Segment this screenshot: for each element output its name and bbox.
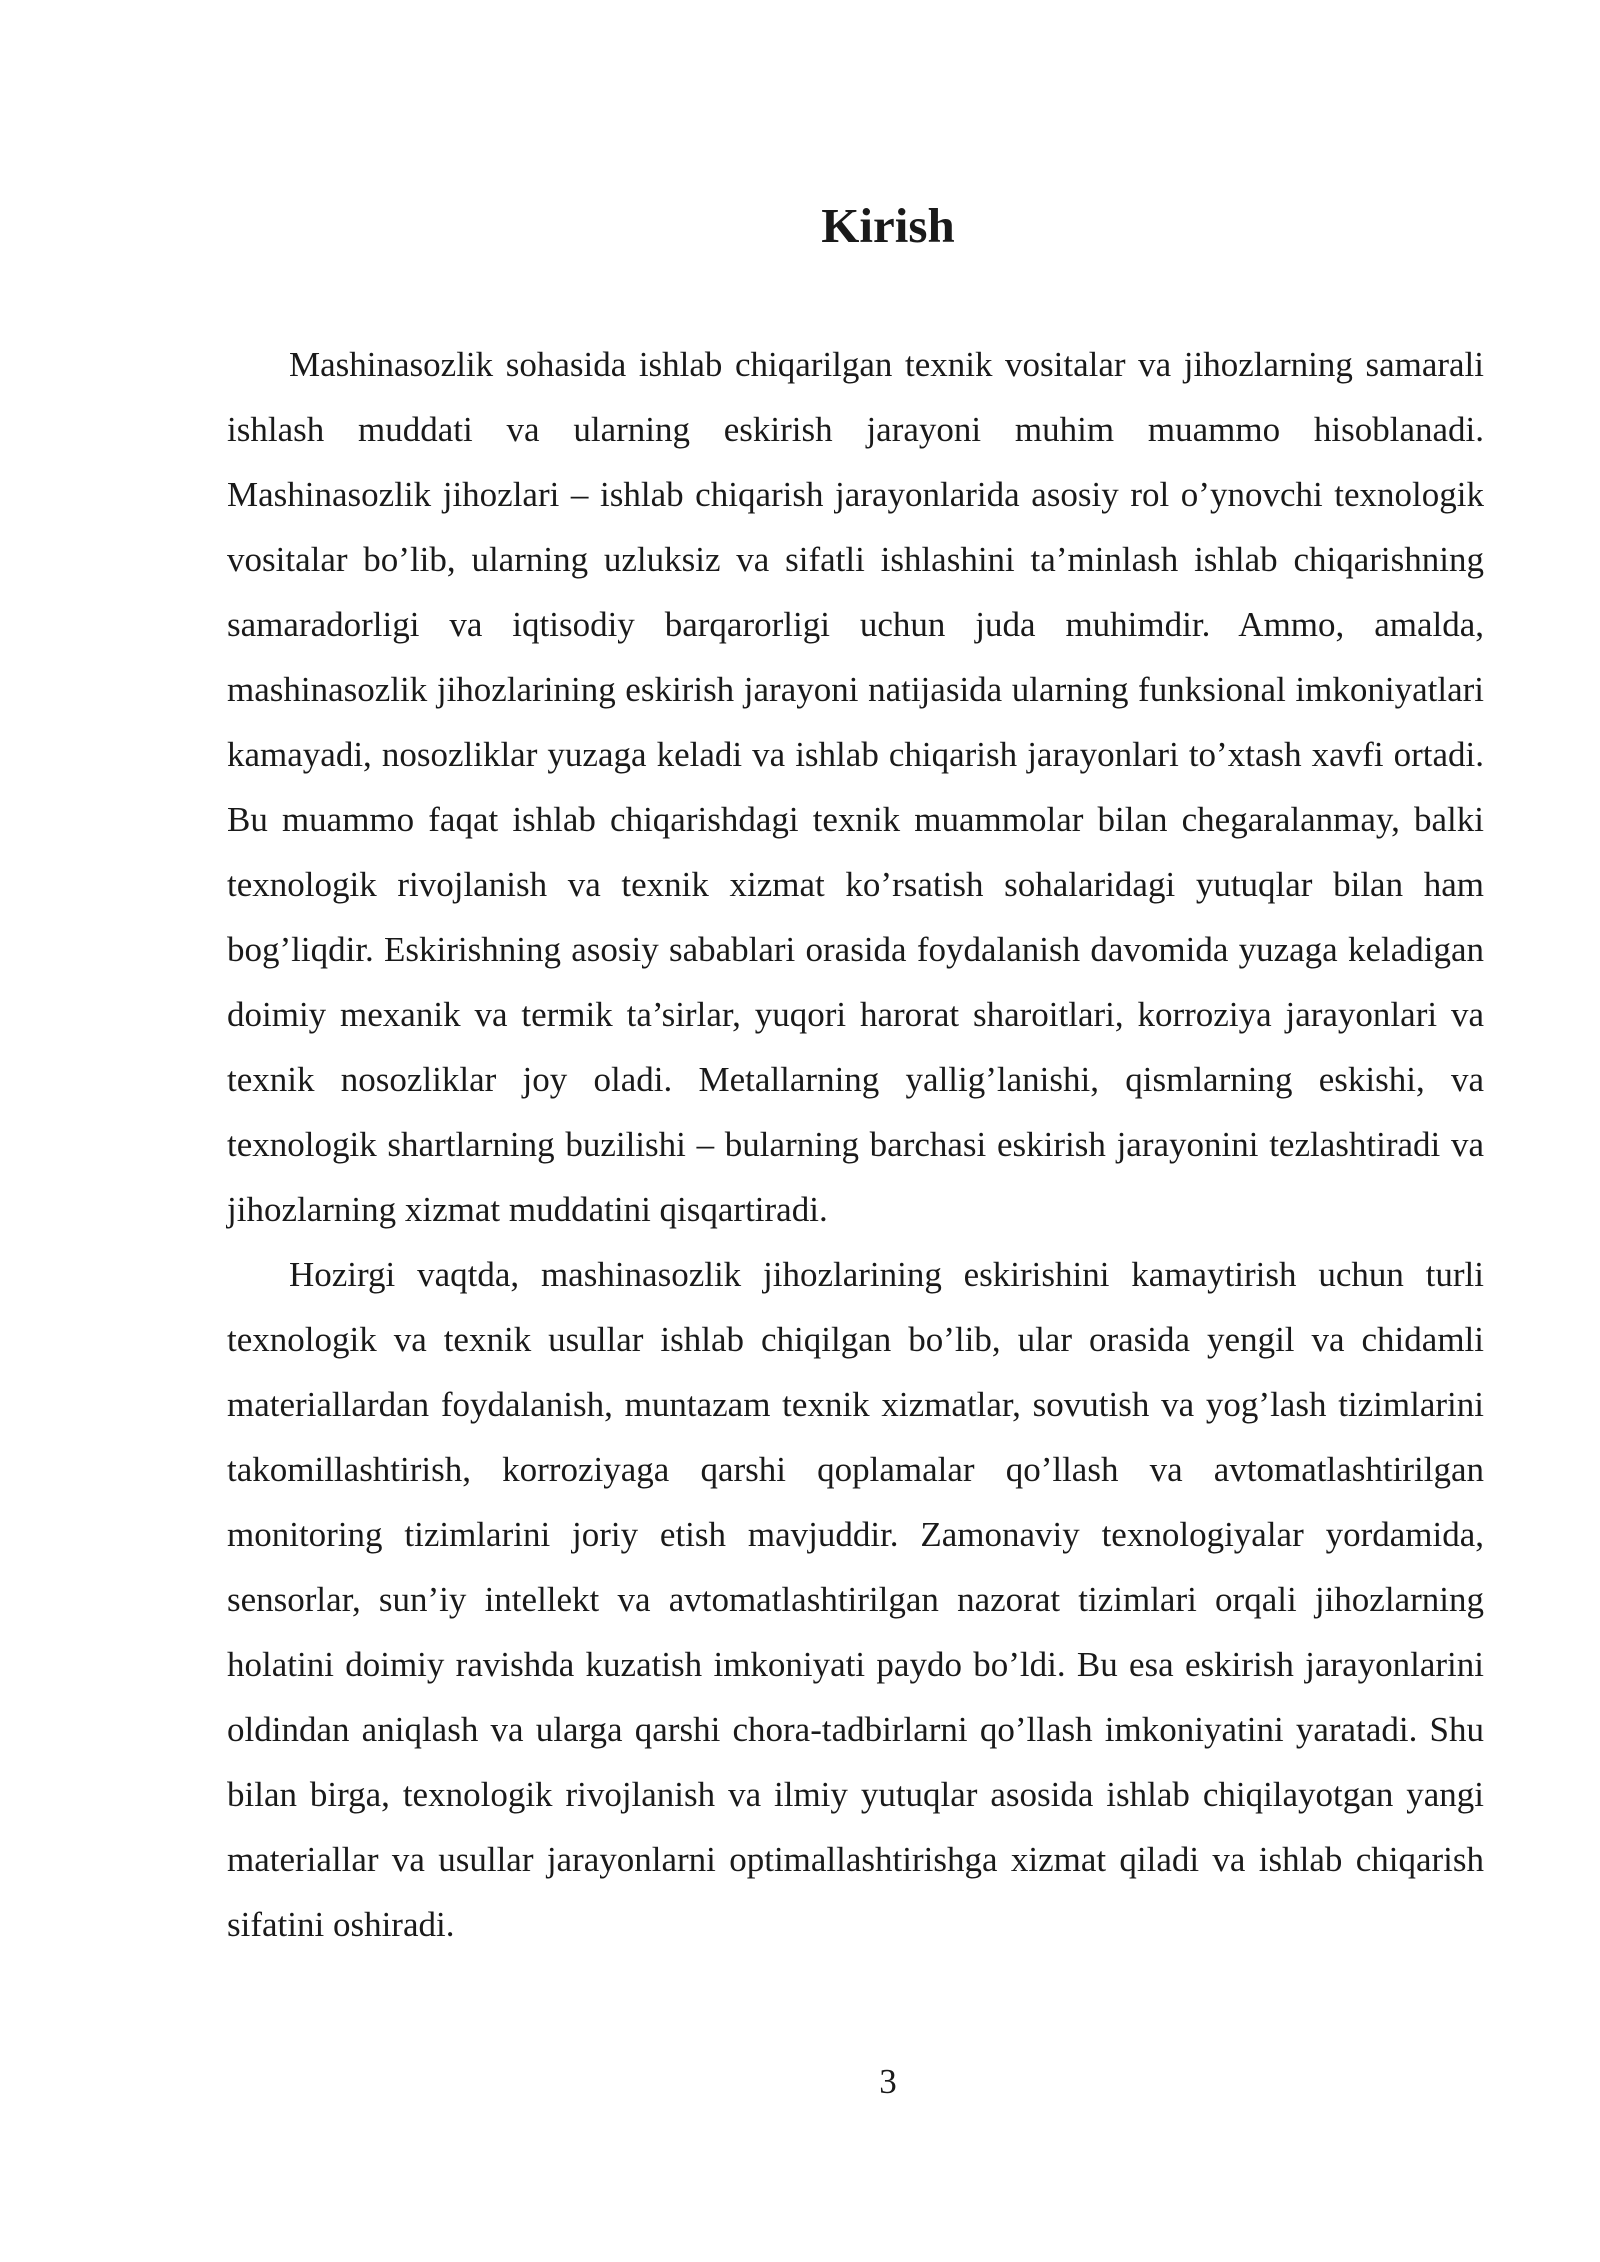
paragraph-1: Mashinasozlik sohasida ishlab chiqarilgan texnik vositalar va jihozlarning samarali ishlash muddati va ularning eskirish jarayoni muhim muammo hisoblanadi. Mashinasozlik jihozlari – ishlab chiqarish jarayonlarida asosiy rol o’ynovchi texnologik vositalar bo’lib, ularning uzluksiz va sifatli ishlashini ta’minlash ishlab chiqarishning samaradorligi va iqtisodiy barqarorligi uchun juda muhimdir. Ammo, amalda, mashinasozlik jihozlarining eskirish jarayoni natijasida ularning funksional imkoniyatlari kamayadi, nosozliklar yuzaga keladi va ishlab chiqarish jarayonlari to’xtash xavfi ortadi. Bu muammo faqat ishlab chiqarishdagi texnik muammolar bilan chegaralanmay, balki texnologik rivojlanish va texnik xizmat ko’rsatish sohalaridagi yutuqlar bilan ham bog’liqdir. Eskirishning asosiy sabablari orasida foydalanish davomida yuzaga keladigan doimiy mexanik va termik ta’sirlar, yuqori harorat sharoitlari, korroziya jarayonlari va texnik nosozliklar joy oladi. Metallarning yallig’lanishi, qismlarning eskishi, va texnologik shartlarning buzilishi – bularning barchasi eskirish jarayonini tezlashtiradi va jihozlarning xizmat muddatini qisqartiradi. xyxy=(227,345,1484,1229)
body-text xyxy=(227,332,1484,1957)
page-title: Kirish xyxy=(821,198,955,253)
paragraph-2: Hozirgi vaqtda, mashinasozlik jihozlarining eskirishini kamaytirish uchun turli texnologik va texnik usullar ishlab chiqilgan bo’lib, ular orasida yengil va chidamli materiallardan foydalanish, muntazam texnik xizmatlar, sovutish va yog’lash tizimlarini takomillashtirish, korroziyaga qarshi qoplamalar qo’llash va avtomatlashtirilgan monitoring tizimlarini joriy etish mavjuddir. Zamonaviy texnologiyalar yordamida, sensorlar, sun’iy intellekt va avtomatlashtirilgan nazorat tizimlari orqali jihozlarning holatini doimiy ravishda kuzatish imkoniyati paydo bo’ldi. Bu esa eskirish jarayonlarini oldindan aniqlash va ularga qarshi chora-tadbirlarni qo’llash imkoniyatini yaratadi. Shu bilan birga, texnologik rivojlanish va ilmiy yutuqlar asosida ishlab chiqilayotgan yangi materiallar va usullar jarayonlarni optimallashtirishga xizmat qiladi va ishlab chiqarish sifatini oshiradi. xyxy=(227,1255,1484,1944)
page-number: 3 xyxy=(879,2062,897,2101)
